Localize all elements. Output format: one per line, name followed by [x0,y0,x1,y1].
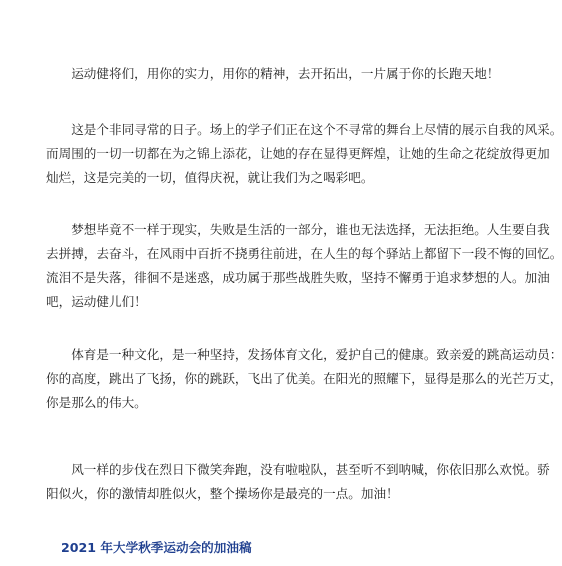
paragraph-line: 吧，运动健儿们！ [46,294,147,309]
paragraph-line: 运动健将们，用你的实力，用你的精神，去开拓出，一片属于你的长跑天地！ [46,66,500,81]
paragraph-line: 体育是一种文化，是一种坚持，发扬体育文化，爱护自己的健康。致亲爱的跳高运动员： [46,347,562,362]
paragraph-line: 流泪不是失落，徘徊不是迷惑，成功属于那些战胜失败，坚持不懈勇于追求梦想的人。加油 [46,270,550,285]
paragraph-line: 阳似火，你的激情却胜似火，整个操场你是最亮的一点。加油！ [46,486,399,501]
paragraph-line: 而周围的一切一切都在为之锦上添花，让她的存在显得更辉煌，让她的生命之花绽放得更加 [46,146,550,161]
paragraph-5 [46,458,550,506]
paragraph-line: 风一样的步伐在烈日下微笑奔跑，没有啦啦队，甚至听不到呐喊，你依旧那么欢悦。骄 [46,462,550,477]
paragraph-line: 灿烂，这是完美的一切，值得庆祝，就让我们为之喝彩吧。 [46,170,374,185]
paragraph-line: 你是那么的伟大。 [46,395,147,410]
paragraph-4 [46,343,562,415]
paragraph-3 [46,218,562,314]
paragraph-line: 去拼搏，去奋斗，在风雨中百折不挠勇往前进，在人生的每个驿站上都留下一段不悔的回忆。 [46,246,562,261]
paragraph-line: 你的高度，跳出了飞扬，你的跳跃，飞出了优美。在阳光的照耀下，显得是那么的光芒万丈， [46,371,562,386]
section-heading: 2021 年大学秋季运动会的加油稿 [61,540,252,555]
paragraph-1 [46,62,500,86]
paragraph-line: 这是个非同寻常的日子。场上的学子们正在这个不寻常的舞台上尽情的展示自我的风采。 [46,122,562,137]
paragraph-line: 梦想毕竟不一样于现实，失败是生活的一部分，谁也无法选择，无法拒绝。人生要自我 [46,222,550,237]
paragraph-2 [46,118,562,190]
